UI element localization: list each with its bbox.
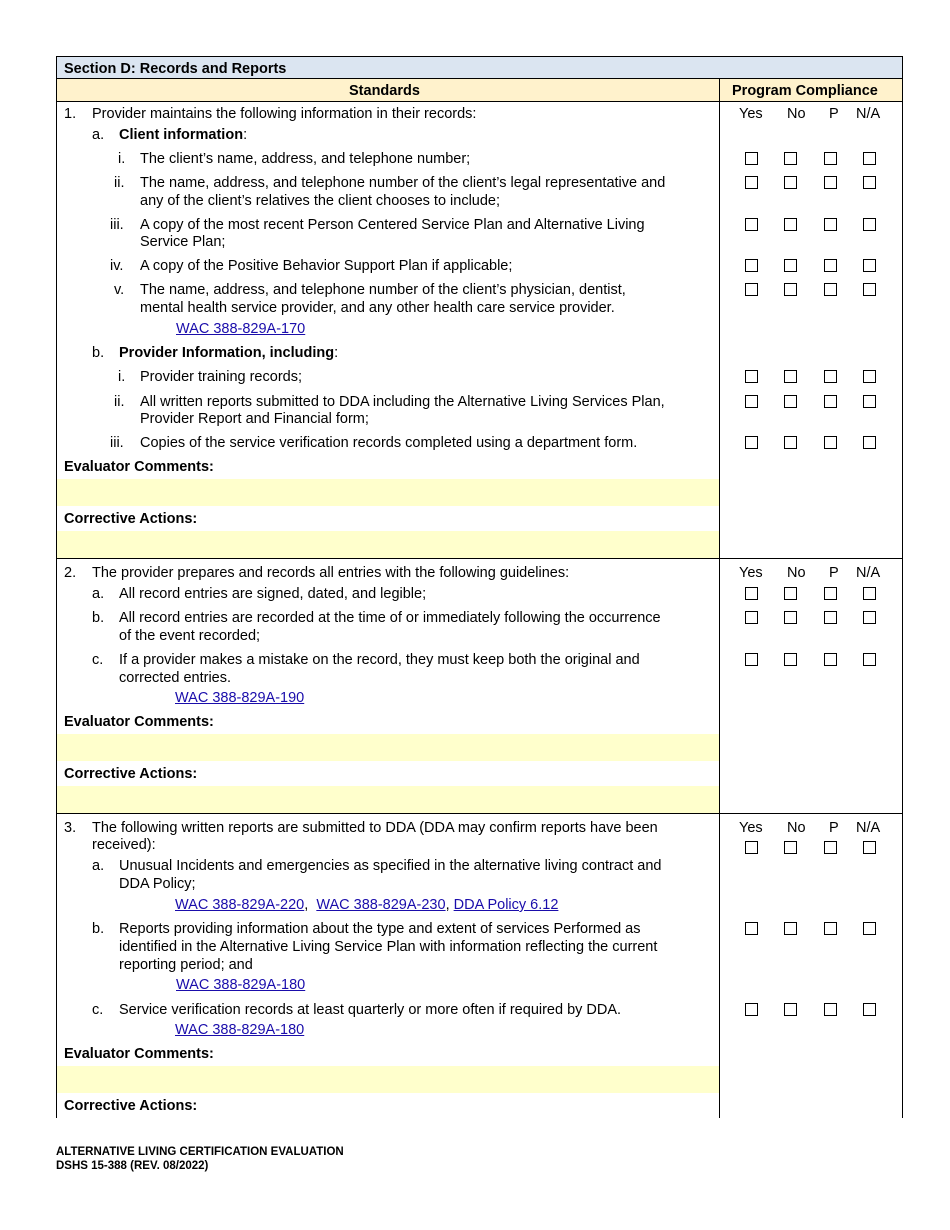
item1b-title — [119, 344, 338, 362]
link-separator-2: , — [445, 897, 450, 913]
item1b-title-text: Provider Information, including — [119, 345, 335, 361]
wac-link-220[interactable]: WAC 388-829A-220 — [175, 897, 305, 913]
item1b-iii-line1: Copies of the service verification records completed using a department form. — [140, 435, 638, 451]
checkbox-3-p[interactable] — [824, 841, 837, 854]
corrective-actions-field-1[interactable] — [57, 531, 719, 558]
checkbox-1a-iii-na[interactable] — [863, 218, 876, 231]
compliance-na-label-2: N/A — [856, 565, 881, 581]
compliance-na-label-3: N/A — [856, 820, 881, 836]
item1b-ii-num: ii. — [114, 394, 125, 410]
item1-text: Provider maintains the following information in their records: — [92, 106, 477, 122]
evaluator-comments-label-3: Evaluator Comments: — [64, 1046, 214, 1062]
item1a-iii-line1: A copy of the most recent Person Centered Service Plan and Alternative Living — [140, 217, 645, 233]
compliance-no-label-2: No — [787, 565, 806, 581]
item3a-line2: DDA Policy; — [119, 876, 196, 892]
evaluator-comments-label-1: Evaluator Comments: — [64, 459, 214, 475]
item1a-v-line1: The name, address, and telephone number of the client’s physician, dentist, — [140, 282, 626, 298]
checkbox-1b-i-no[interactable] — [784, 370, 797, 383]
checkbox-2b-na[interactable] — [863, 611, 876, 624]
item1a-ii-num: ii. — [114, 175, 125, 191]
footer-form-number: DSHS 15-388 (REV. 08/2022) — [56, 1160, 209, 1172]
checkbox-3b-no[interactable] — [784, 922, 797, 935]
checkbox-3-na[interactable] — [863, 841, 876, 854]
item3b-line1: Reports providing information about the type and extent of services Performed as — [119, 921, 641, 937]
compliance-yes-label-2: Yes — [739, 565, 763, 581]
corrective-actions-label-3: Corrective Actions: — [64, 1098, 198, 1114]
checkbox-2a-p[interactable] — [824, 587, 837, 600]
checkbox-1b-iii-yes[interactable] — [745, 436, 758, 449]
checkbox-1a-ii-p[interactable] — [824, 176, 837, 189]
dda-policy-link[interactable]: DDA Policy 6.12 — [453, 897, 559, 913]
checkbox-2a-yes[interactable] — [745, 587, 758, 600]
wac-link-190[interactable]: WAC 388-829A-190 — [175, 690, 305, 706]
checkbox-2c-no[interactable] — [784, 653, 797, 666]
checkbox-3c-yes[interactable] — [745, 1003, 758, 1016]
checkbox-1a-v-yes[interactable] — [745, 283, 758, 296]
checkbox-1b-i-p[interactable] — [824, 370, 837, 383]
corrective-actions-field-2[interactable] — [57, 786, 719, 813]
item3a-links — [175, 896, 558, 914]
item2b-line2: of the event recorded; — [119, 628, 261, 644]
checkbox-1a-v-p[interactable] — [824, 283, 837, 296]
checkbox-3-no[interactable] — [784, 841, 797, 854]
item1a-iv-num: iv. — [110, 258, 124, 274]
checkbox-1a-iii-yes[interactable] — [745, 218, 758, 231]
wac-link-180-b[interactable]: WAC 388-829A-180 — [175, 1022, 305, 1038]
item2b-line1: All record entries are recorded at the time of or immediately following the occurrence — [119, 610, 661, 626]
checkbox-1a-i-yes[interactable] — [745, 152, 758, 165]
checkbox-1b-iii-na[interactable] — [863, 436, 876, 449]
compliance-p-label-2: P — [829, 565, 839, 581]
checkbox-3c-p[interactable] — [824, 1003, 837, 1016]
checkbox-1a-i-no[interactable] — [784, 152, 797, 165]
checkbox-3c-no[interactable] — [784, 1003, 797, 1016]
item2b-num: b. — [92, 610, 105, 626]
checkbox-1a-ii-no[interactable] — [784, 176, 797, 189]
wac-link-170[interactable]: WAC 388-829A-170 — [176, 321, 306, 337]
item2c-line1: If a provider makes a mistake on the record, they must keep both the original and — [119, 652, 640, 668]
checkbox-3b-yes[interactable] — [745, 922, 758, 935]
item3b-num: b. — [92, 921, 105, 937]
header-divider-bottom — [56, 101, 903, 102]
link-separator-1: , — [304, 897, 309, 913]
section-title: Section D: Records and Reports — [64, 61, 287, 77]
header-divider — [56, 78, 903, 79]
compliance-header: Program Compliance — [732, 83, 878, 99]
item1a-i-num: i. — [118, 151, 126, 167]
checkbox-1a-iii-no[interactable] — [784, 218, 797, 231]
wac-link-230[interactable]: WAC 388-829A-230 — [316, 897, 446, 913]
checkbox-1b-ii-na[interactable] — [863, 395, 876, 408]
corrective-actions-label-1: Corrective Actions: — [64, 511, 198, 527]
checkbox-2c-p[interactable] — [824, 653, 837, 666]
checkbox-1b-iii-no[interactable] — [784, 436, 797, 449]
compliance-p-label-3: P — [829, 820, 839, 836]
checkbox-1a-i-p[interactable] — [824, 152, 837, 165]
item1a-label: a. — [92, 127, 105, 143]
compliance-na-label: N/A — [856, 106, 881, 122]
checkbox-2c-yes[interactable] — [745, 653, 758, 666]
item1a-iii-line2: Service Plan; — [140, 234, 226, 250]
checkbox-1b-i-yes[interactable] — [745, 370, 758, 383]
checkbox-1b-ii-no[interactable] — [784, 395, 797, 408]
item3c-num: c. — [92, 1002, 104, 1018]
item1b-i-line1: Provider training records; — [140, 369, 302, 385]
checkbox-3b-na[interactable] — [863, 922, 876, 935]
checkbox-2c-na[interactable] — [863, 653, 876, 666]
item2c-num: c. — [92, 652, 104, 668]
checkbox-1b-iii-p[interactable] — [824, 436, 837, 449]
compliance-p-label: P — [829, 106, 839, 122]
item3c-line1: Service verification records at least quarterly or more often if required by DDA. — [119, 1002, 622, 1018]
evaluator-comments-field-1[interactable] — [57, 479, 719, 506]
item3b-line2: identified in the Alternative Living Service Plan with information reflecting the current — [119, 939, 658, 955]
evaluator-comments-field-3[interactable] — [57, 1066, 719, 1093]
checkbox-1b-ii-yes[interactable] — [745, 395, 758, 408]
row-divider-1 — [56, 558, 903, 559]
item1b-colon: : — [334, 345, 339, 361]
compliance-yes-label-3: Yes — [739, 820, 763, 836]
checkbox-2b-yes[interactable] — [745, 611, 758, 624]
checkbox-1a-iv-no[interactable] — [784, 259, 797, 272]
checkbox-1a-v-no[interactable] — [784, 283, 797, 296]
item1a-v-num: v. — [114, 282, 125, 298]
item1b-ii-line2: Provider Report and Financial form; — [140, 411, 369, 427]
standards-header: Standards — [349, 83, 420, 99]
item1b-i-num: i. — [118, 369, 126, 385]
checkbox-1a-ii-na[interactable] — [863, 176, 876, 189]
evaluator-comments-label-2: Evaluator Comments: — [64, 714, 214, 730]
checkbox-1b-i-na[interactable] — [863, 370, 876, 383]
item3-line1: The following written reports are submitted to DDA (DDA may confirm reports have been — [92, 820, 658, 836]
checkbox-1a-iii-p[interactable] — [824, 218, 837, 231]
item1-number: 1. — [64, 106, 77, 122]
table-border-left — [56, 56, 57, 1118]
table-border-right — [902, 56, 903, 1118]
compliance-yes-label: Yes — [739, 106, 763, 122]
item1b-label: b. — [92, 345, 105, 361]
compliance-no-label: No — [787, 106, 806, 122]
table-border-top — [56, 56, 903, 57]
checkbox-3-yes[interactable] — [745, 841, 758, 854]
checkbox-1a-ii-yes[interactable] — [745, 176, 758, 189]
item1a-i-line1: The client’s name, address, and telephone number; — [140, 151, 471, 167]
column-divider — [719, 78, 720, 1118]
checkbox-2b-p[interactable] — [824, 611, 837, 624]
item2c-line2: corrected entries. — [119, 670, 232, 686]
item3a-line1: Unusual Incidents and emergencies as specified in the alternative living contract and — [119, 858, 662, 874]
evaluator-comments-field-2[interactable] — [57, 734, 719, 761]
item2-text: The provider prepares and records all entries with the following guidelines: — [92, 565, 570, 581]
compliance-no-label-3: No — [787, 820, 806, 836]
checkbox-1a-i-na[interactable] — [863, 152, 876, 165]
item3-number: 3. — [64, 820, 77, 836]
item1a-iii-num: iii. — [110, 217, 124, 233]
item1a-ii-line2: any of the client’s relatives the client chooses to include; — [140, 193, 501, 209]
item1a-title-text: Client information — [119, 127, 244, 143]
item1a-title — [119, 126, 247, 144]
wac-link-180-a[interactable]: WAC 388-829A-180 — [176, 977, 306, 993]
checkbox-1a-iv-yes[interactable] — [745, 259, 758, 272]
checkbox-2a-no[interactable] — [784, 587, 797, 600]
item1b-ii-line1: All written reports submitted to DDA including the Alternative Living Services Plan, — [140, 394, 665, 410]
row-divider-2 — [56, 813, 903, 814]
corrective-actions-label-2: Corrective Actions: — [64, 766, 198, 782]
checkbox-1a-iv-na[interactable] — [863, 259, 876, 272]
checkbox-1b-ii-p[interactable] — [824, 395, 837, 408]
checkbox-1a-iv-p[interactable] — [824, 259, 837, 272]
item3-line2: received): — [92, 837, 156, 853]
item2a-num: a. — [92, 586, 105, 602]
item2a-line1: All record entries are signed, dated, and legible; — [119, 586, 427, 602]
item1a-v-line2: mental health service provider, and any other health care service provider. — [140, 300, 615, 316]
item3b-line3: reporting period; and — [119, 957, 253, 973]
item1b-iii-num: iii. — [110, 435, 124, 451]
item1a-iv-line1: A copy of the Positive Behavior Support Plan if applicable; — [140, 258, 513, 274]
item2-number: 2. — [64, 565, 77, 581]
checkbox-3b-p[interactable] — [824, 922, 837, 935]
checkbox-2a-na[interactable] — [863, 587, 876, 600]
item3a-num: a. — [92, 858, 105, 874]
item1a-ii-line1: The name, address, and telephone number of the client’s legal representative and — [140, 175, 666, 191]
checkbox-1a-v-na[interactable] — [863, 283, 876, 296]
checkbox-2b-no[interactable] — [784, 611, 797, 624]
checkbox-3c-na[interactable] — [863, 1003, 876, 1016]
item1a-colon: : — [243, 127, 248, 143]
footer-form-title: ALTERNATIVE LIVING CERTIFICATION EVALUATION — [56, 1146, 344, 1158]
